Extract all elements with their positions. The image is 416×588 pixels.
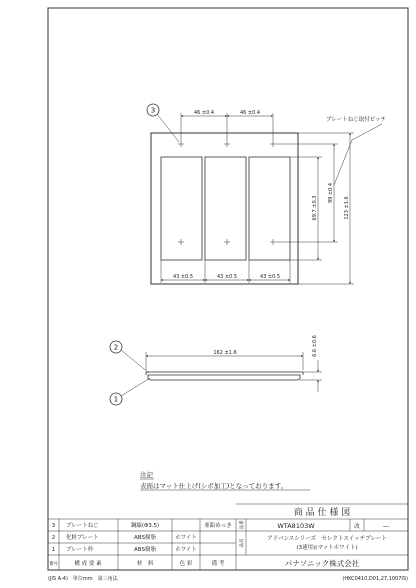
dim-bottom-mid: 43 ±0.5 [216, 274, 238, 280]
plate-pitch-label: プレートねじ取付ピッチ [325, 117, 387, 123]
dim-bottom-right: 43 ±0.5 [259, 274, 281, 280]
dim-side-width: 162 ±1.6 [213, 350, 237, 356]
title-block-title: 商 品 仕 様 図 [293, 508, 351, 518]
plate-frame-outline [151, 133, 298, 284]
dim-side-thickness: 6.6 ±0.6 [312, 335, 318, 357]
part-color-1: ホワイト [175, 547, 197, 553]
leader-3 [157, 114, 179, 142]
switch-opening-left [161, 157, 202, 260]
balloon-1-label: 1 [113, 395, 119, 404]
dim-bottom-left: 43 ±0.5 [172, 274, 194, 280]
dim-outer-v: 123 ±1.6 [344, 196, 350, 220]
part-no-2: 2 [51, 535, 56, 541]
part-name-1: プレート枠 [66, 547, 94, 553]
plate-side-base [146, 372, 303, 375]
leader-1 [121, 378, 150, 396]
footer-scale-info: (JIS A-4) 単位mm 第三角法 [48, 576, 118, 582]
leader-2 [121, 350, 149, 373]
header-material: 材 料 [136, 561, 154, 567]
rev-value: ― [383, 523, 389, 530]
dim-inner-v2: 99 ±0.4 [328, 182, 334, 204]
part-material-2: ABS樹脂 [134, 535, 156, 541]
switch-opening-middle [205, 157, 246, 260]
balloon-2-label: 2 [113, 343, 119, 352]
name-label: 品名 [240, 538, 245, 548]
parts-table-text [49, 521, 232, 567]
plate-side-profile [148, 375, 300, 380]
dim-top-left: 46 ±0.4 [193, 110, 215, 116]
dim-top-right: 46 ±0.4 [239, 110, 261, 116]
dim-inner-v1: 69.7 ±0.3 [312, 195, 318, 221]
product-label: 品番 [240, 520, 245, 530]
product-name-line1: アドバンスシリーズ セレクトスイッチプレート [267, 536, 387, 542]
balloon-3-label: 3 [150, 106, 156, 115]
company-name: パナソニック株式会社 [284, 559, 360, 568]
part-material-1: ABS樹脂 [134, 547, 156, 553]
part-no-3: 3 [51, 523, 56, 529]
header-name: 構 成 要 素 [74, 561, 102, 567]
note-text: 表面はマット仕上げ(シボ加工)となっております。 [140, 482, 288, 490]
note-heading: 注記 [140, 471, 153, 479]
footer-document-code: (HKC0410,D01,27,1007IS) [342, 576, 408, 582]
side-view [110, 335, 322, 405]
part-no-1: 1 [51, 547, 56, 553]
product-code: WTA8103W [277, 522, 315, 530]
rev-label: 改 [354, 524, 360, 530]
product-name-line2: (3連用)(マットホワイト) [296, 545, 358, 551]
part-color-2: ホワイト [175, 535, 197, 541]
part-name-2: 化粧プレート [66, 535, 99, 541]
front-view [147, 104, 386, 284]
part-material-3: 鋼線(Φ3.5) [130, 523, 160, 529]
part-name-3: プレートねじ [66, 523, 99, 529]
part-remarks-3: 亜鉛めっき [204, 523, 232, 529]
header-color: 色 彩 [179, 561, 193, 567]
header-no: 番号 [49, 562, 58, 567]
header-remarks: 備 考 [211, 561, 225, 567]
top-dimensions [181, 113, 273, 141]
switch-opening-right [249, 157, 290, 260]
